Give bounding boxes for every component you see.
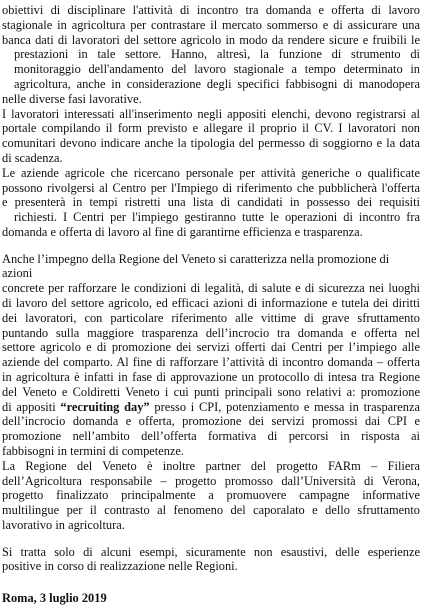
- date-line: Roma, 3 luglio 2019: [2, 591, 107, 605]
- text-line: possono rivolgersi al Centro per l'Impiego di riferimento che pubblicherà l'offerta: [2, 180, 420, 195]
- text-line: fabbisogni in termini di competenze.: [2, 444, 185, 458]
- text-line: progetto finalizzato principalmente a promuovere campagne informative: [2, 488, 420, 503]
- text-line: portale compilando il form previsto e allegare il proprio il CV. I lavoratori non: [2, 121, 420, 136]
- text-line: Si tratta solo di alcuni esempi, sicuramente non esaustivi, delle esperienze: [2, 544, 420, 559]
- text-line: multilingue per il contrasto al fenomeno del caporalato e dello sfruttamento: [2, 503, 420, 518]
- text-line: promozione nell’ambito dell’offerta formativa di percorsi in risposta ai: [2, 429, 420, 444]
- text-line: Anche l’impegno della Regione del Veneto si caratterizza nella promozione di: [2, 251, 390, 266]
- text-line: I lavoratori interessati all'inserimento negli appositi elenchi, devono registrarsi al: [2, 106, 420, 121]
- text-line: aziende del comparto. Al fine di rafforzare l’attività di incontro domanda – offerta: [2, 355, 420, 370]
- text-line: richiesti. I Centri per l'impiego gestiranno tutte le operazioni di incontro fra: [14, 210, 420, 225]
- text-line: e presenterà in tempi ristretti una lista di candidati in possesso dei requisiti: [2, 195, 420, 210]
- text-line: banca dati di lavoratori del settore agricolo in modo da rendere sicure e fruibili le: [2, 32, 420, 47]
- text-line: positive in corso di realizzazione nelle Regioni.: [2, 559, 238, 574]
- text-line: puntando sulla maggiore trasparenza dell’incrocio tra domanda e offerta nel: [2, 325, 420, 340]
- text-line: monitoraggio dell'andamento del lavoro stagionale a tempo determinato in: [14, 62, 420, 77]
- text-line: lavorativo in agricoltura.: [2, 518, 125, 532]
- text-line: agricoltura, anche in considerazione degli specifici fabbisogni di manodopera: [14, 77, 420, 91]
- text-line: Le aziende agricole che ricercano personale per attività generiche o qualificate: [2, 165, 420, 180]
- text-line: dell’incrocio domanda e offerta, promozione dei servizi promossi dai CPI e: [2, 414, 420, 429]
- text-line: comunitari devono indicare anche la tipologia del permesso di soggiorno e la data: [2, 136, 420, 151]
- text-line: di lavoro del settore agricolo, ed efficaci azioni di informazione e tutela dei diritti: [2, 296, 420, 310]
- text-line: stagionale in agricoltura per contrastare il mercato sommerso e di assicurare una: [2, 17, 420, 32]
- text-line: dei lavoratori, con particolare riferimento alle vittime di grave sfruttamento: [2, 310, 420, 325]
- text-line: dell’Agricoltura responsabile – progetto promosso dall’Università di Verona,: [2, 473, 420, 488]
- text-line: La Regione del Veneto è inoltre partner del progetto FARm – Filiera: [2, 458, 420, 473]
- text-line: di appositi “recruiting day” presso i CPI, potenziamento e messa in trasparenza: [2, 399, 420, 414]
- text-line: azioni: [2, 266, 33, 281]
- text-line: di scadenza.: [2, 151, 63, 165]
- text-line: nelle diverse fasi lavorative.: [2, 91, 142, 106]
- text-line: obiettivi di disciplinare l'attività di incontro tra domanda e offerta di lavoro: [2, 3, 420, 17]
- text-line: settore agricolo e di promozione dei servizi offerti dai Centri per l’impiego alle: [2, 340, 420, 355]
- text-line: concrete per rafforzare le condizioni di legalità, di salute e di sicurezza nei luoghi: [2, 281, 420, 296]
- text-line: domanda e offerta di lavoro al fine di garantirne efficienza e trasparenza.: [2, 225, 363, 239]
- text-line: prestazioni in tale settore. Hanno, altresì, la funzione di strumento di: [14, 47, 420, 62]
- text-line: in agricoltura è infatti in fase di approvazione un protocollo di intesa tra Regione: [2, 370, 420, 384]
- emphasis-text: “recruiting day”: [60, 399, 150, 414]
- text-line: del Veneto e Coldiretti Veneto i cui punti principali sono relativi a: promozione: [2, 384, 420, 399]
